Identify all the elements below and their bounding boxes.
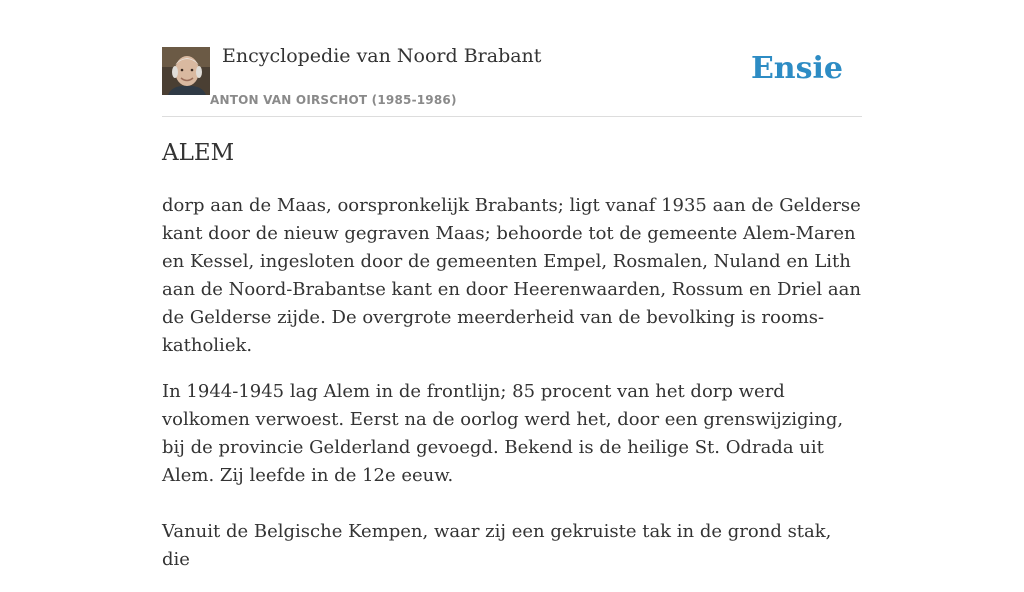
author-avatar[interactable]	[162, 47, 210, 95]
entry-paragraph: dorp aan de Maas, oorspronkelijk Brabants; ligt vanaf 1935 aan de Gelderse kant door de nieuw gegraven Maas; behoorde tot de gemeente Alem-Maren en Kessel, ingesloten door de gemeenten Empel, Rosmalen, Nuland en Lith aan de Noord-Brabantse kant en door Heerenwaarden, Rossum en Driel aan de Gelderse zijde. De overgrote meerderheid van de bevolking is rooms-katholiek.	[162, 195, 861, 356]
author-name[interactable]: ANTON VAN OIRSCHOT (1985-1986)	[210, 93, 457, 107]
entry-title: ALEM	[162, 140, 235, 166]
article-header	[162, 0, 862, 117]
author-portrait-icon	[162, 47, 210, 95]
entry-paragraph: In 1944-1945 lag Alem in de frontlijn; 85 procent van het dorp werd volkomen verwoest. Eerst na de oorlog werd het, door een grenswijziging, bij de provincie Gelderland gevoegd. Bekend is de heilige St. Odrada uit Alem. Zij leefde in de 12e eeuw.	[162, 381, 844, 486]
entry-body	[162, 192, 862, 592]
source-title[interactable]: Encyclopedie van Noord Brabant	[222, 45, 542, 67]
article-container	[162, 0, 862, 570]
entry-paragraph: Vanuit de Belgische Kempen, waar zij een gekruiste tak in de grond stak, die	[162, 521, 832, 570]
ensie-logo[interactable]: Ensie	[750, 51, 843, 86]
